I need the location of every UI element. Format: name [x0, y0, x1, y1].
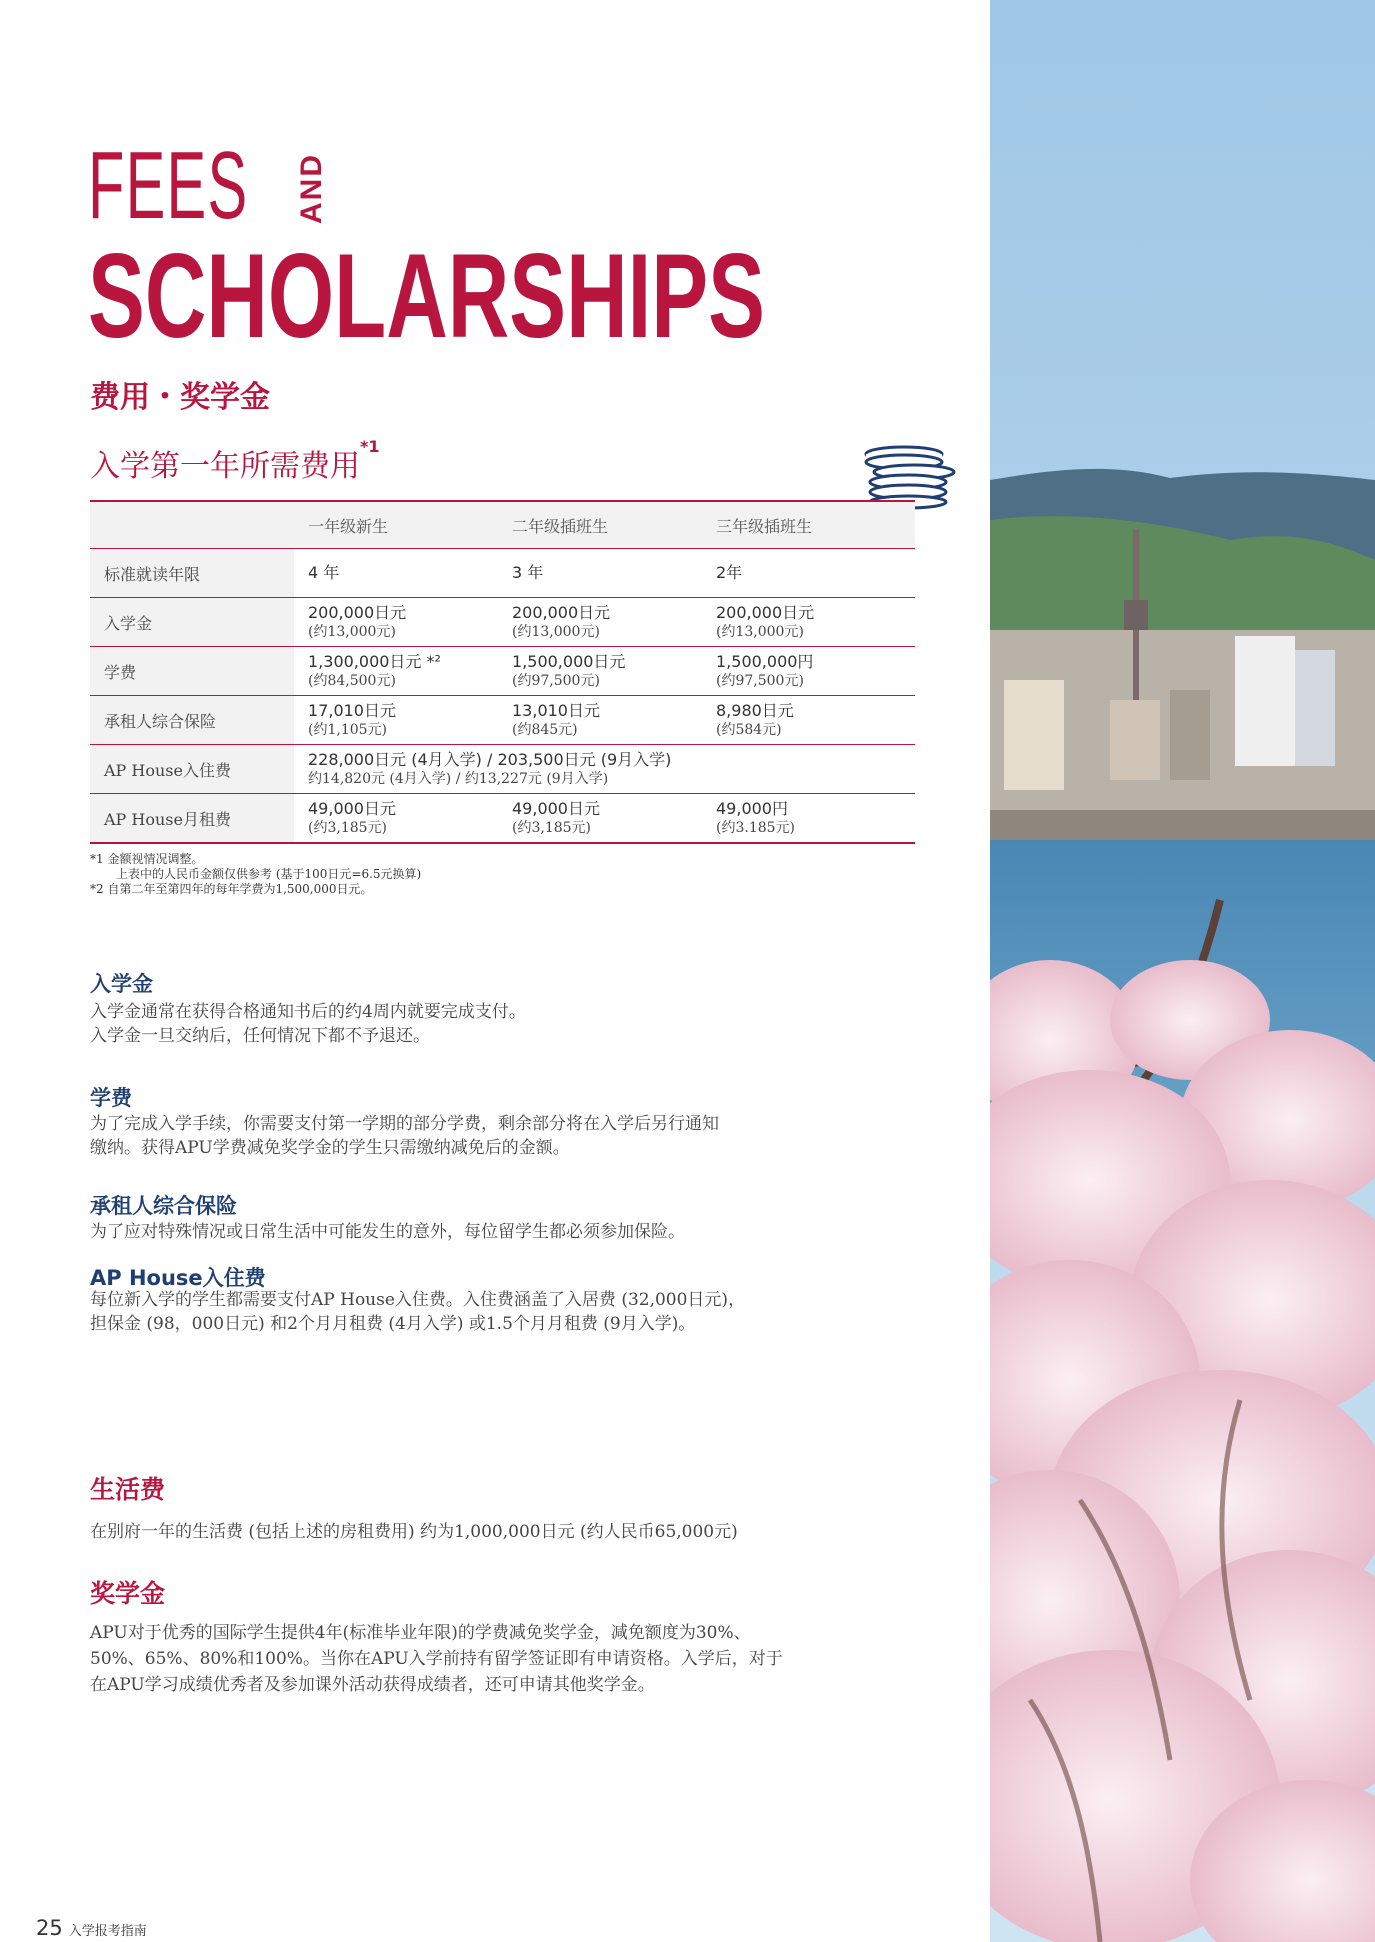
header-empty: [90, 501, 294, 549]
table-row: [90, 598, 915, 647]
section-text: 入学金通常在获得合格通知书后的约4周内就要完成支付。 入学金一旦交纳后，任何情况下都不予退还。: [90, 1002, 526, 1046]
table-cell: 49,000日元 (约3,185元): [498, 794, 702, 844]
page-number: 25: [36, 1916, 63, 1940]
table-cell: 49,000日元 (约3,185元): [294, 794, 498, 844]
table-row: [90, 794, 915, 844]
section-heading: 承租人综合保险: [90, 1194, 237, 1218]
living-cost-heading: 生活费: [90, 1475, 166, 1504]
table-cell: 13,010日元 (约845元): [498, 696, 702, 745]
footer-label: 入学报考指南: [68, 1924, 147, 1939]
table-cell: 49,000円 (约3.185元): [702, 794, 915, 844]
row-label: 标准就读年限: [90, 549, 294, 598]
page-subtitle: 费用・奖学金: [90, 380, 270, 415]
table-cell: 1,500,000円 (约97,500元): [702, 647, 915, 696]
table-heading: 入学第一年所需费用$^{*1}$: [90, 437, 380, 484]
section-heading: AP House入住费: [90, 1266, 266, 1290]
note: *1 金额视情况调整。: [90, 852, 204, 866]
scholarship-text: APU对于优秀的国际学生提供4年(标准毕业年限)的学费减免奖学金，减免额度为30%、 50%、65%、80%和100%。当你在APU入学前持有留学签证即有申请资格。入学后，对于 在APU学习成绩优秀者及参加课外活动获得成绩者，还可申请其他奖学金。: [90, 1623, 783, 1695]
cherry-blossom-photo: [990, 0, 1375, 1942]
table-row: [90, 549, 915, 598]
section-heading: 入学金: [90, 972, 153, 996]
row-label: 学费: [90, 647, 294, 696]
row-label: 承租人综合保险: [90, 696, 294, 745]
col-first-year: 一年级新生: [294, 501, 498, 549]
row-label: AP House入住费: [90, 745, 294, 794]
table-cell: 2年: [702, 549, 915, 598]
table-cell: 200,000日元 (约13,000元): [294, 598, 498, 647]
page-footer: [36, 1916, 147, 1940]
section-text: 为了应对特殊情况或日常生活中可能发生的意外，每位留学生都必须参加保险。: [90, 1222, 685, 1242]
table-cell-span: 228,000日元 (4月入学) / 203,500日元 (9月入学) 约14,820元 (4月入学) / 约13,227元 (9月入学): [294, 745, 915, 794]
title-fees: FEES: [88, 132, 249, 239]
table-row: [90, 696, 915, 745]
table-cell: 200,000日元 (约13,000元): [702, 598, 915, 647]
table-cell: 17,010日元 (约1,105元): [294, 696, 498, 745]
row-label: 入学金: [90, 598, 294, 647]
table-cell: 8,980日元 (约584元): [702, 696, 915, 745]
section-text: 每位新入学的学生都需要支付AP House入住费。入住费涵盖了入居费 (32,000日元)， 担保金 (98，000日元) 和2个月月租费 (4月入学) 或1.5个月月租费 (9月入学)。: [90, 1290, 746, 1334]
fees-table: [90, 500, 915, 844]
table-cell: 3 年: [498, 549, 702, 598]
title-scholarships: SCHOLARSHIPS: [88, 229, 765, 363]
note: 上表中的人民币金额仅供参考 (基于100日元=6.5元换算): [116, 867, 422, 881]
table-cell: 1,500,000日元 (约97,500元): [498, 647, 702, 696]
table-cell: 200,000日元 (约13,000元): [498, 598, 702, 647]
col-second-year: 二年级插班生: [498, 501, 702, 549]
col-third-year: 三年级插班生: [702, 501, 915, 549]
table-header-row: [90, 501, 915, 549]
table-row: [90, 745, 915, 794]
row-label: AP House月租费: [90, 794, 294, 844]
table-cell: 1,300,000日元 *² (约84,500元): [294, 647, 498, 696]
table-row: [90, 647, 915, 696]
table-cell: 4 年: [294, 549, 498, 598]
section-heading: 学费: [90, 1086, 132, 1110]
scholarship-heading: 奖学金: [90, 1579, 166, 1608]
note: *2 自第二年至第四年的每年学费为1,500,000日元。: [90, 882, 373, 896]
living-cost-text: 在别府一年的生活费 (包括上述的房租费用) 约为1,000,000日元 (约人民币65,000元): [90, 1522, 738, 1542]
title-and: AND: [295, 153, 328, 224]
section-text: 为了完成入学手续，你需要支付第一学期的部分学费，剩余部分将在入学后另行通知 缴纳。获得APU学费减免奖学金的学生只需缴纳减免后的金额。: [90, 1114, 719, 1158]
table-notes: [90, 852, 421, 897]
